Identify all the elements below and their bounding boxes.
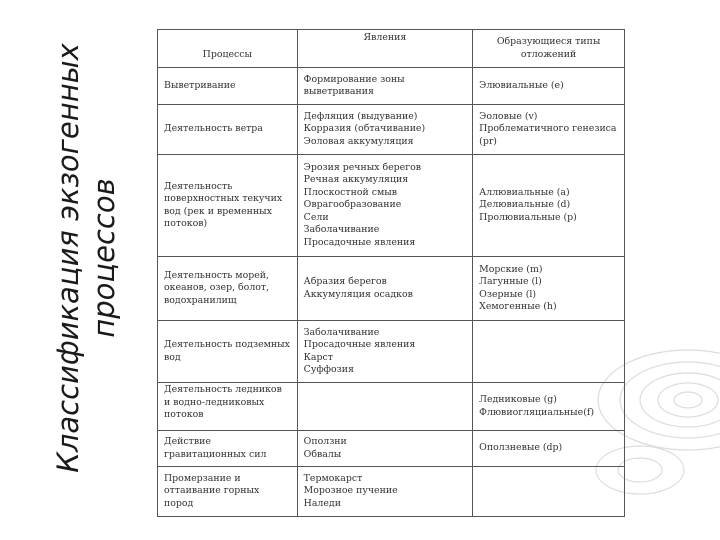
slide-title-line-2: процессов	[87, 178, 121, 338]
deposits-cell	[473, 257, 625, 321]
process-cell: Промерзание и оттаивание горных пород	[158, 467, 298, 517]
table-row	[158, 383, 625, 431]
phenomenon-item: Сели	[303, 211, 329, 223]
table-row	[158, 155, 625, 257]
deposit-item: Пролювиальные (р)	[479, 211, 577, 223]
phenomenon-item: Оврагообразование	[303, 199, 402, 211]
phenomenon-item: Эоловая аккумуляция	[303, 135, 414, 147]
process-cell: Деятельность ледников и водно-ледниковых потоков	[158, 383, 298, 431]
phenomenon-item: Наледи	[303, 497, 341, 509]
ripple-ring	[620, 362, 720, 438]
process-cell: Деятельность ветра	[158, 105, 298, 155]
phenomenon-item: Оползни	[303, 436, 347, 447]
phenomenon-item: Аккумуляция осадков	[303, 288, 413, 300]
phenomenon-item: Просадочные явления	[303, 339, 416, 350]
phenomena-cell	[297, 321, 473, 383]
phenomenon-item: Плоскостной смыв	[303, 186, 398, 198]
header-phenomena: Явления	[297, 30, 473, 68]
deposit-item: Флювиогляциальные(f)	[479, 406, 594, 418]
process-cell: Выветривание	[158, 68, 298, 105]
phenomenon-item: Речная аккумуляция	[303, 174, 409, 186]
deposit-item: Хемогенные (h)	[479, 301, 557, 312]
slide-title	[42, 8, 130, 508]
phenomena-cell	[297, 257, 473, 321]
ripple-ring	[674, 392, 702, 408]
deposit-item: Морские (m)	[479, 263, 543, 275]
table-row	[158, 431, 625, 467]
ripple-ring	[640, 373, 720, 427]
phenomena-cell	[297, 383, 473, 431]
deposits-cell	[473, 105, 625, 155]
phenomena-cell	[297, 155, 473, 257]
phenomenon-item: Заболачивание	[303, 224, 380, 236]
phenomenon-item: Карст	[303, 351, 333, 363]
deposits-cell	[473, 383, 625, 431]
table-row	[158, 321, 625, 383]
phenomenon-item: Эрозия речных берегов	[303, 161, 422, 173]
phenomenon-item: Корразия (обтачивание)	[303, 123, 426, 135]
deposit-item: Проблематичного генезиса (pr)	[479, 123, 617, 147]
deposit-item: Озерные (l)	[479, 288, 537, 300]
phenomenon-item: Просадочные явления	[303, 236, 416, 248]
deposits-cell	[473, 467, 625, 517]
deposits-cell	[473, 431, 625, 467]
phenomenon-item: Формирование зоны выветривания	[303, 73, 405, 97]
process-cell: Действие гравитационных сил	[158, 431, 298, 467]
deposits-cell	[473, 321, 625, 383]
table-header-row	[158, 30, 625, 68]
phenomenon-item: Дефляция (выдувание)	[303, 110, 418, 122]
process-cell: Деятельность поверхностных текучих вод (рек и временных потоков)	[158, 155, 298, 257]
deposit-item: Лагунные (l)	[479, 276, 542, 287]
phenomena-cell	[297, 68, 473, 105]
phenomenon-item: Абразия берегов	[303, 276, 387, 287]
ripple-ring	[658, 383, 718, 417]
deposit-item: Делювиальные (d)	[479, 199, 571, 211]
deposit-item: Эоловые (v)	[479, 110, 538, 122]
process-cell: Деятельность морей, океанов, озер, болот, водохранилищ	[158, 257, 298, 321]
phenomenon-item: Термокарст	[303, 472, 363, 484]
table-row	[158, 105, 625, 155]
slide-title-line-1: Классификация экзогенных	[51, 43, 85, 473]
phenomenon-item: Обвалы	[303, 448, 342, 460]
exogenous-processes-table	[157, 29, 625, 517]
phenomena-cell	[297, 105, 473, 155]
phenomenon-item: Морозное пучение	[303, 485, 398, 497]
phenomenon-item: Заболачивание	[303, 326, 380, 338]
deposits-cell	[473, 155, 625, 257]
phenomena-cell	[297, 431, 473, 467]
process-cell: Деятельность подземных вод	[158, 321, 298, 383]
deposit-item: Аллювиальные (а)	[479, 186, 570, 198]
table-row	[158, 68, 625, 105]
deposit-item: Оползневые (dp)	[479, 442, 563, 454]
header-processes: Процессы	[158, 30, 298, 68]
deposit-item: Элювиальные (е)	[479, 79, 564, 91]
deposits-cell	[473, 68, 625, 105]
phenomenon-item: Суффозия	[303, 364, 354, 375]
table-row	[158, 467, 625, 517]
deposit-item: Ледниковые (g)	[479, 394, 557, 405]
table-row	[158, 257, 625, 321]
header-deposits: Образующиеся типы отложений	[473, 30, 625, 68]
phenomena-cell	[297, 467, 473, 517]
